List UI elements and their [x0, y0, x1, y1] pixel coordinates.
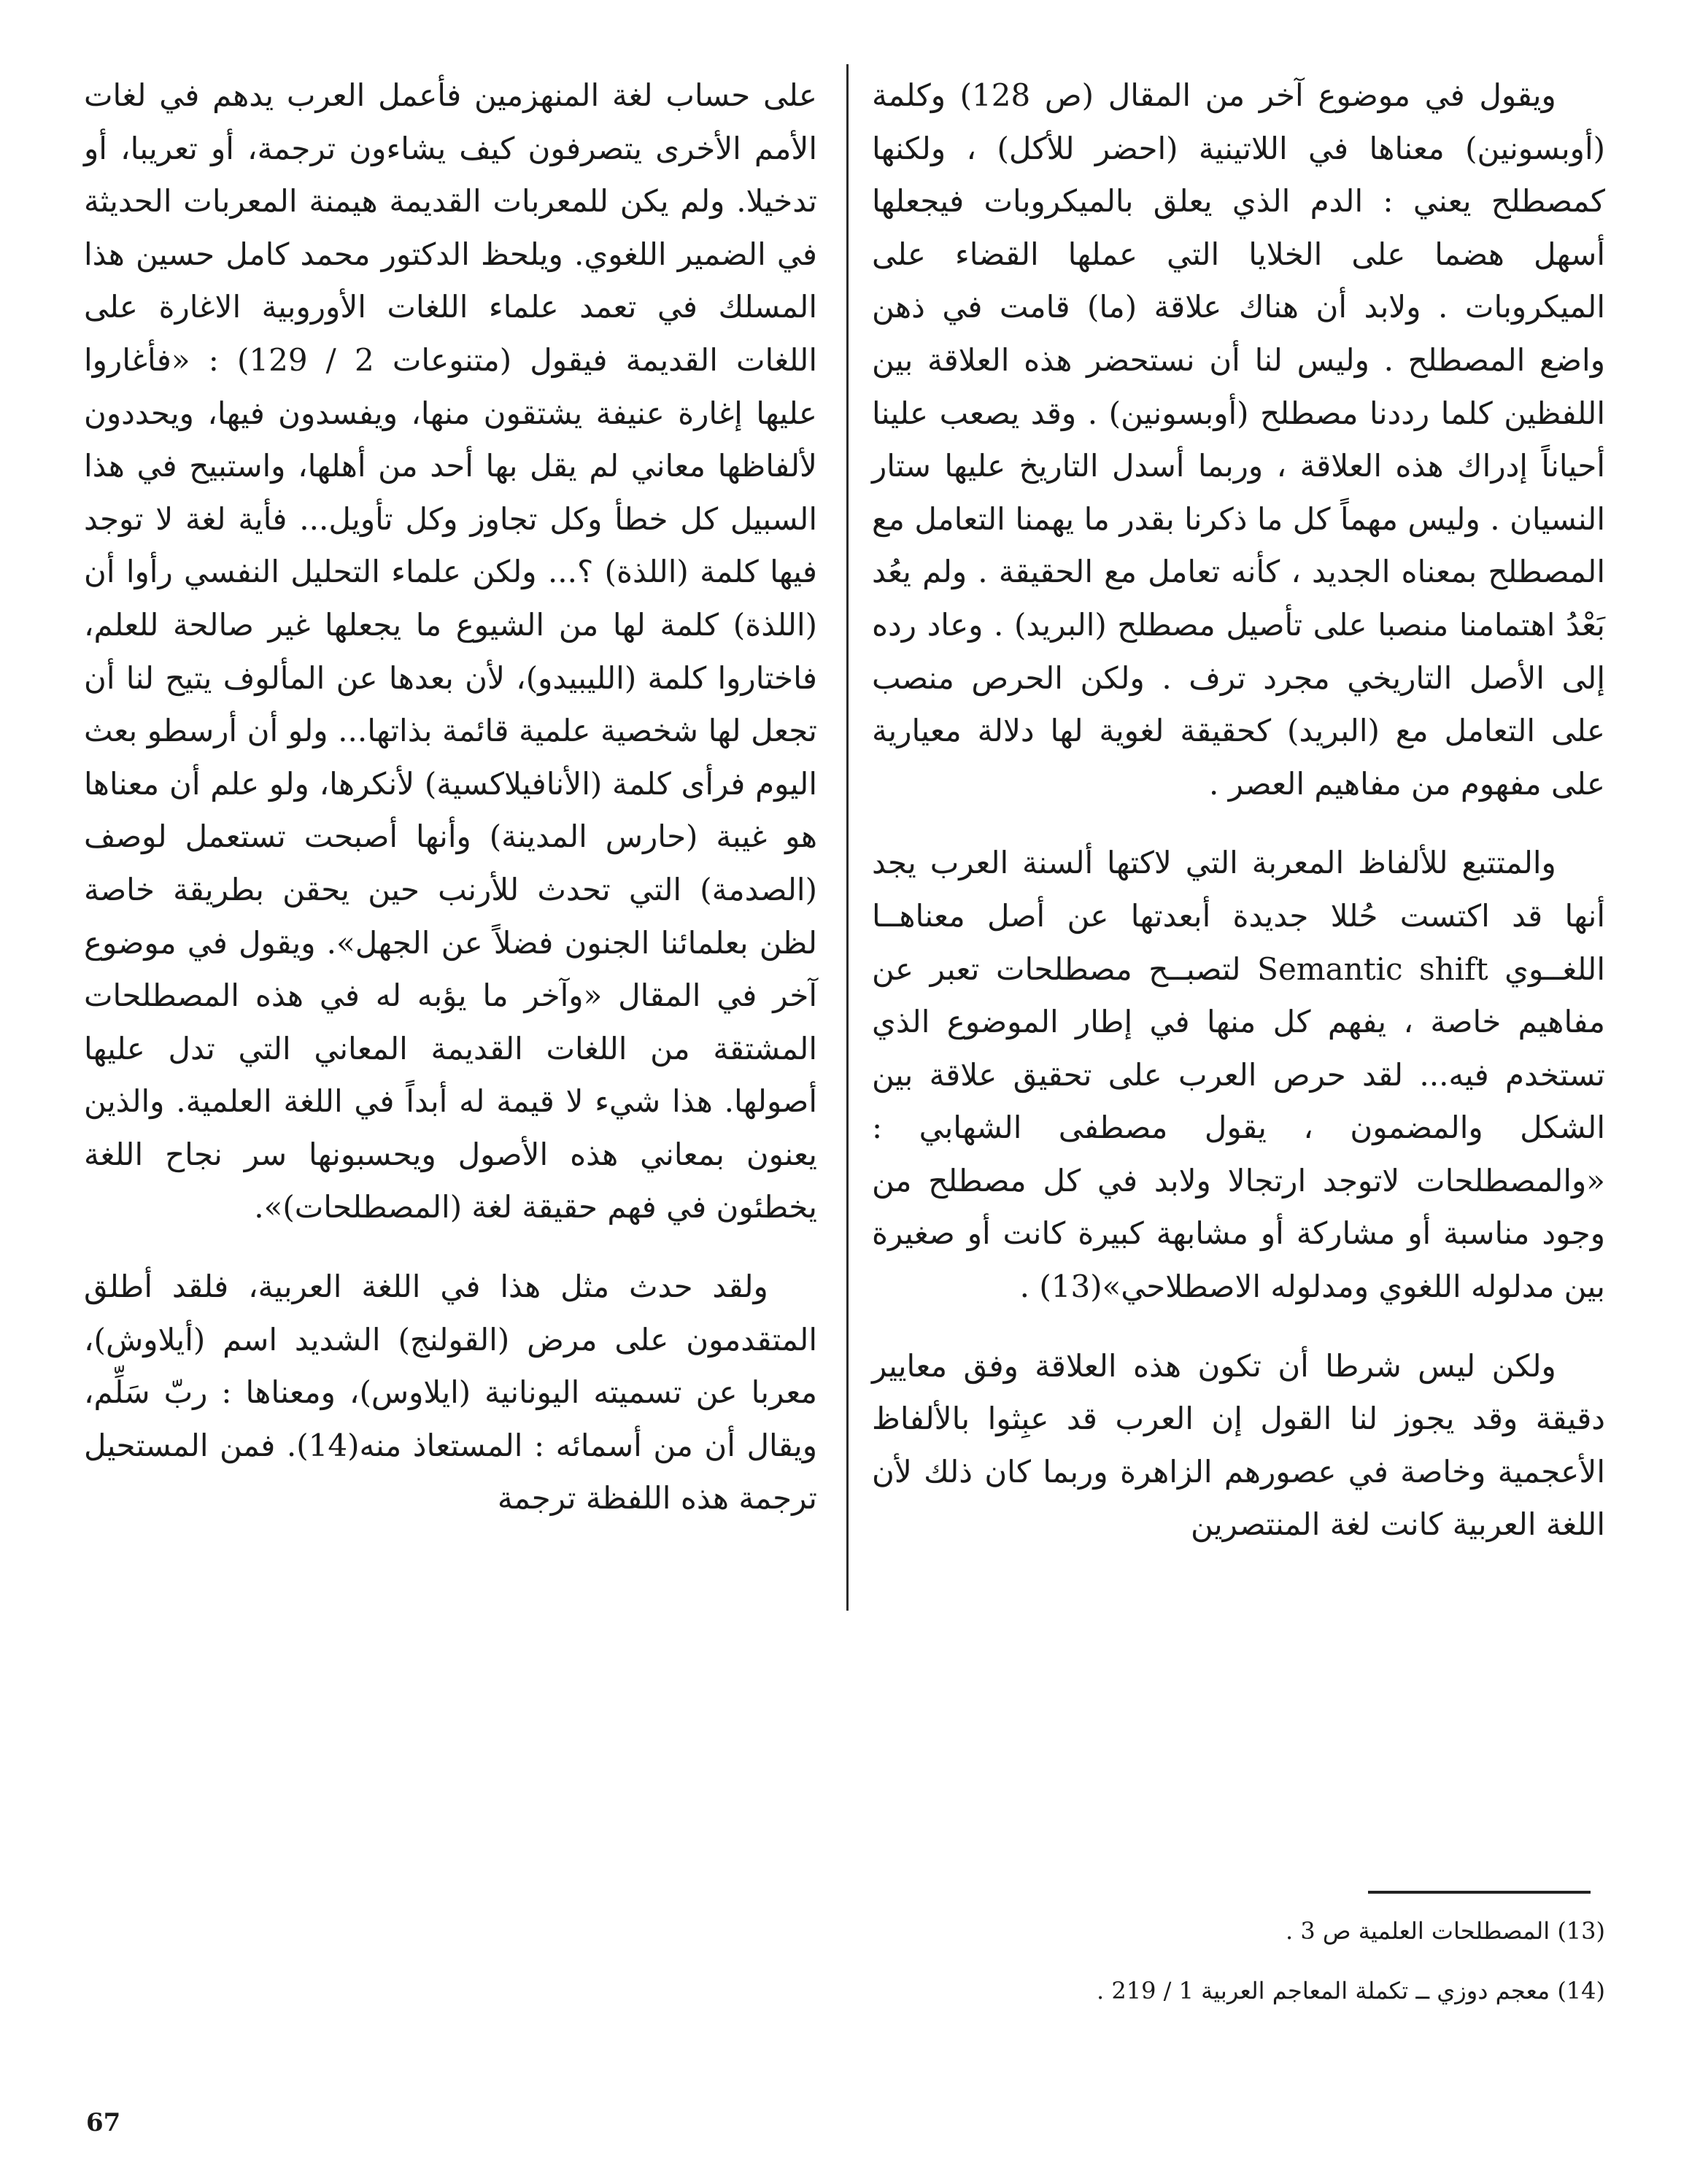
footnote: (14) معجم دوزي ــ تكملة المعاجم العربية 1 / 219 .	[1097, 1977, 1605, 2005]
paragraph: والمتتبع للألفاظ المعربة التي لاكتها ألسنة العرب يجد أنها قد اكتست حُللا جديدة أبعدتها عن أصل معناهــا اللغــوي Semantic shift لتصبــح مصطلحات تعبر عن مفاهيم خاصة ، يفهم كل منها في إطار الموضوع الذي تستخدم فيه... لقد حرص العرب على تحقيق علاقة بين الشكل والمضمون ، يقول مصطفى الشهابي : «والمصطلحات لاتوجد ارتجالا ولابد في كل مصطلح من وجود مناسبة أو مشاركة أو مشابهة كبيرة كانت أو صغيرة بين مدلوله اللغوي ومدلوله الاصطلاحي»(13) .	[872, 845, 1605, 1305]
paragraph: ولكن ليس شرطا أن تكون هذه العلاقة وفق معايير دقيقة وقد يجوز لنا القول إن العرب قد عبِثوا بالألفاظ الأعجمية وخاصة في عصورهم الزاهرة وربما كان ذلك لأن اللغة العربية كانت لغة المنتصرين	[872, 1347, 1605, 1543]
column-divider	[846, 64, 849, 1611]
footnote: (13) المصطلحات العلمية ص 3 .	[1285, 1917, 1605, 1945]
paragraph: على حساب لغة المنهزمين فأعمل العرب يدهم في لغات الأمم الأخرى يتصرفون كيف يشاءون ترجمة، أو تعريبا، أو تدخيلا. ولم يكن للمعربات القديمة هيمنة المعربات الحديثة في الضمير اللغوي. ويلحظ الدكتور محمد كامل حسين هذا المسلك في تعمد علماء اللغات الأوروبية الاغارة على اللغات القديمة فيقول (متنوعات 2 / 129) : «فأغاروا عليها إغارة عنيفة يشتقون منها، ويفسدون فيها، ويحددون لألفاظها معاني لم يقل بها أحد من أهلها، واستبيح في هذا السبيل كل خطأ وكل تجاوز وكل تأويل... فأية لغة لا توجد فيها كلمة (اللذة) ؟... ولكن علماء التحليل النفسي رأوا أن (اللذة) كلمة لها من الشيوع ما يجعلها غير صالحة للعلم، فاختاروا كلمة (الليبيدو)، لأن بعدها عن المألوف يتيح لنا أن تجعل لها شخصية علمية قائمة بذاتها... ولو أن أرسطو بعث اليوم فرأى كلمة (الأنافيلاكسية) لأنكرها، ولو علم أن معناها هو غيبة (حارس المدينة) وأنها أصبحت تستعمل لوصف (الصدمة) التي تحدث للأرنب حين يحقن بطريقة خاصة لظن بعلمائنا الجنون فضلاً عن الجهل». ويقول في موضوع آخر في المقال «وآخر ما يؤبه له في هذه المصطلحات المشتقة من اللغات القديمة المعاني التي تدل عليها أصولها. هذا شيء لا قيمة له أبداً في اللغة العلمية. والذين يعنون بمعاني هذه الأصول ويحسبونها سر نجاح اللغة يخطئون في فهم حقيقة لغة (المصطلحات)».	[84, 77, 818, 1225]
right-column	[872, 69, 1605, 1552]
paragraph: ولقد حدث مثل هذا في اللغة العربية، فلقد أطلق المتقدمون على مرض (القولنج) الشديد اسم (أيلاوش)، معربا عن تسميته اليونانية (ايلاوس)، ومعناها : ربّ سَلِّم، ويقال أن من أسمائه : المستعاذ منه(14). فمن المستحيل ترجمة هذه اللفظة ترجمة	[84, 1269, 818, 1517]
footnote-rule	[1368, 1891, 1591, 1894]
left-column	[84, 69, 817, 1525]
paragraph: ويقول في موضوع آخر من المقال (ص 128) وكلمة (أوبسونين) معناها في اللاتينية (احضر للأكل) ، ولكنها كمصطلح يعني : الدم الذي يعلق بالميكروبات فيجعلها أسهل هضما على الخلايا التي عملها القضاء على الميكروبات . ولابد أن هناك علاقة (ما) قامت في ذهن واضع المصطلح . وليس لنا أن نستحضر هذه العلاقة بين اللفظين كلما رددنا مصطلح (أوبسونين) . وقد يصعب علينا أحياناً إدراك هذه العلاقة ، وربما أسدل التاريخ عليها ستار النسيان . وليس مهماً كل ما ذكرنا بقدر ما يهمنا التعامل مع المصطلح بمعناه الجديد ، كأنه تعامل مع الحقيقة . ولم يعُد بَعْدُ اهتمامنا منصبا على تأصيل مصطلح (البريد) . وعاد رده إلى الأصل التاريخي مجرد ترف . ولكن الحرص منصب على التعامل مع (البريد) كحقيقة لغوية لها دلالة معيارية على مفهوم من مفاهيم العصر .	[872, 77, 1605, 802]
page-number: 67	[86, 2108, 121, 2137]
footnotes	[872, 1915, 1605, 2034]
